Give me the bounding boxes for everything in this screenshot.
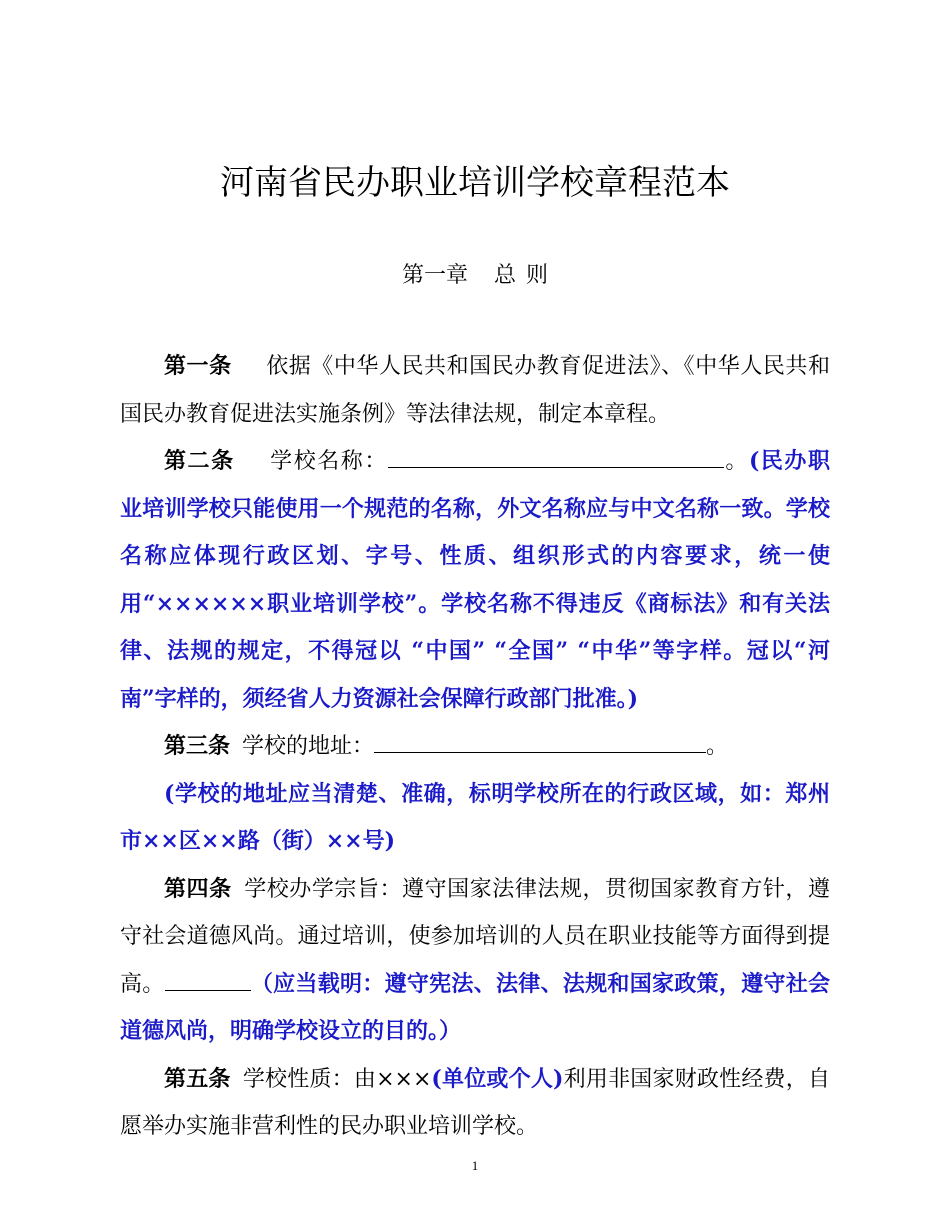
chapter-name-part-1: 总 xyxy=(493,263,516,288)
article-4-text: 学校办学宗旨：遵守国家法律法规，贯彻国家教育方针，遵守社会道德风尚。通过培训，使参加培训的人员在职业技能等方面得到提高。 xyxy=(120,876,830,997)
article-5-note: (单位或个人) xyxy=(431,1065,564,1092)
article-5-text-1: 学校性质：由××× xyxy=(242,1066,432,1092)
document-title: 河南省民办职业培训学校章程范本 xyxy=(220,163,730,203)
article-1 xyxy=(120,343,830,438)
article-3-label: 第三条 xyxy=(164,734,231,759)
article-3-note-paragraph xyxy=(120,771,830,866)
page-number: 1 xyxy=(471,1158,479,1173)
article-2-note: (民办职业培训学校只能使用一个规范的名称，外文名称应与中文名称一致。学校名称应体现行政区划、字号、性质、组织形式的内容要求，统一使用“××××××职业培训学校”。学校名称不得违反《商标法》和有关法律、法规的规定，不得冠以 “中国” “全国” “中华”等字样。冠以“河南”字样的，须经省人力资源社会保障行政部门批准。) xyxy=(120,448,830,712)
article-5 xyxy=(120,1056,830,1151)
school-address-blank xyxy=(374,730,706,753)
article-2 xyxy=(120,438,830,723)
chapter-name-part-2: 则 xyxy=(526,263,549,288)
article-2-text: 学校名称： xyxy=(268,449,388,474)
article-3-note: (学校的地址应当清楚、准确，标明学校所在的行政区域，如：郑州市××区××路（街）××号) xyxy=(120,780,830,854)
article-2-after-blank: 。 xyxy=(723,449,749,474)
article-3-text: 学校的地址： xyxy=(242,734,375,759)
chapter-heading xyxy=(0,258,950,294)
article-5-label: 第五条 xyxy=(164,1066,231,1092)
article-3 xyxy=(120,723,830,771)
article-4-label: 第四条 xyxy=(164,876,232,902)
school-name-blank xyxy=(388,445,724,468)
article-1-text: 依据《中华人民共和国民办教育促进法》、《中华人民共和国民办教育促进法实施条例》等法律法规，制定本章程。 xyxy=(120,354,830,427)
purpose-blank xyxy=(165,968,251,991)
chapter-number: 第一章 xyxy=(401,263,468,288)
article-5-text-2: 利用非国家财政性经费，自愿举办实施非营利性的民办职业培训学校。 xyxy=(120,1066,830,1139)
article-4-note: （应当载明：遵守宪法、法律、法规和国家政策，遵守社会道德风尚，明确学校设立的目的。） xyxy=(120,970,830,1044)
article-3-after-blank: 。 xyxy=(706,734,729,759)
article-4 xyxy=(120,866,830,1056)
document-body xyxy=(120,343,830,1151)
article-1-label: 第一条 xyxy=(164,354,232,379)
article-2-label: 第二条 xyxy=(164,449,235,474)
